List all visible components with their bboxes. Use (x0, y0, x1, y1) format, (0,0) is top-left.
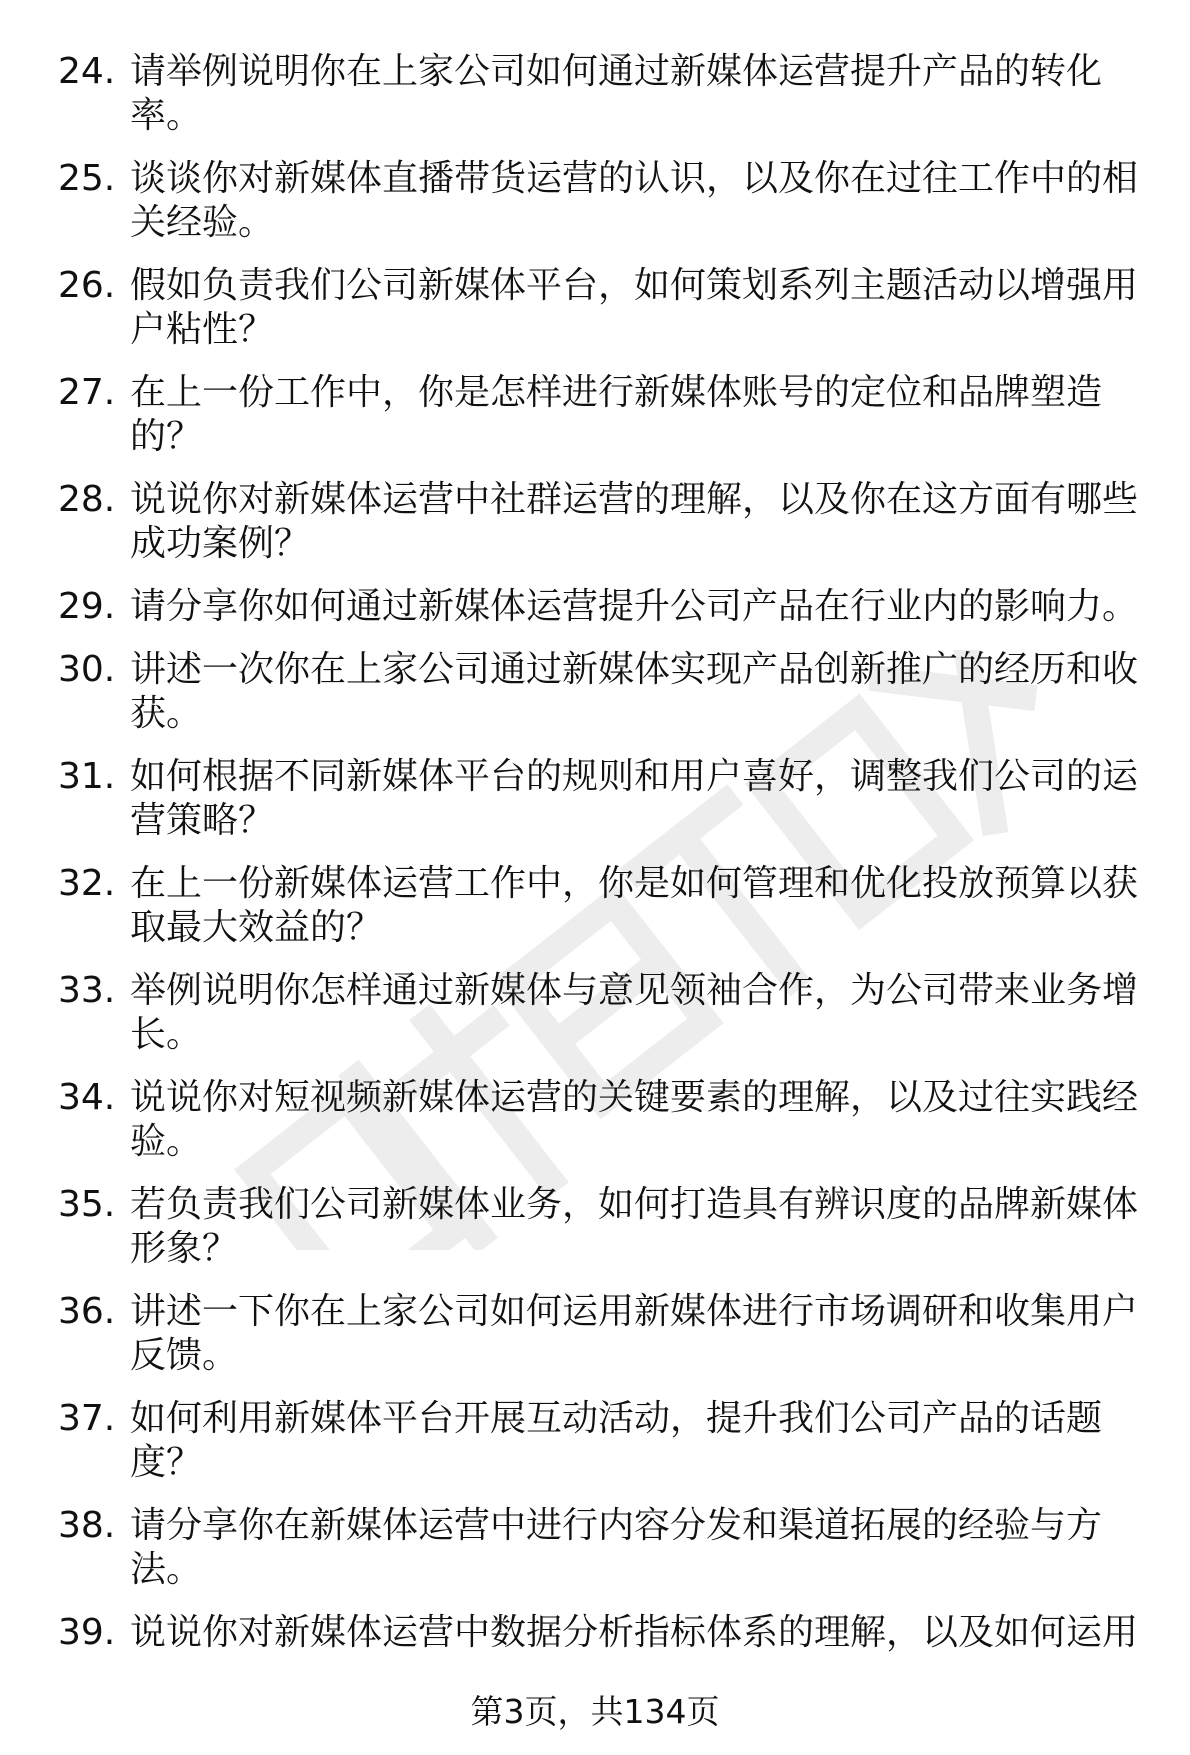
question-number: 37. (58, 1398, 116, 1439)
list-item (0, 1183, 1190, 1271)
question-text: 请分享你在新媒体运营中进行内容分发和渠道拓展的经验与方法。 (130, 1505, 1103, 1590)
list-item (0, 648, 1190, 736)
question-text: 在上一份工作中，你是怎样进行新媒体账号的定位和品牌塑造的？ (130, 372, 1103, 457)
question-text: 讲述一次你在上家公司通过新媒体实现产品创新推广的经历和收获。 (130, 649, 1139, 734)
question-text: 说说你对新媒体运营中数据分析指标体系的理解，以及如何运用 (130, 1612, 1139, 1653)
question-number: 36. (58, 1291, 116, 1332)
question-number: 26. (58, 265, 116, 306)
list-item (0, 1611, 1190, 1655)
question-text: 假如负责我们公司新媒体平台，如何策划系列主题活动以增强用户粘性？ (130, 265, 1139, 350)
question-text: 说说你对新媒体运营中社群运营的理解，以及你在这方面有哪些成功案例？ (130, 479, 1139, 564)
question-text: 说说你对短视频新媒体运营的关键要素的理解，以及过往实践经验。 (130, 1077, 1139, 1162)
question-number: 24. (58, 51, 116, 92)
question-number: 31. (58, 756, 116, 797)
question-number: 25. (58, 158, 116, 199)
question-number: 39. (58, 1612, 116, 1653)
list-item (0, 478, 1190, 566)
question-text: 如何利用新媒体平台开展互动活动，提升我们公司产品的话题度？ (130, 1398, 1103, 1483)
question-text: 若负责我们公司新媒体业务，如何打造具有辨识度的品牌新媒体形象？ (130, 1184, 1139, 1269)
question-number: 27. (58, 372, 116, 413)
question-list (0, 50, 1190, 1674)
question-number: 32. (58, 863, 116, 904)
list-item (0, 157, 1190, 245)
question-text: 举例说明你怎样通过新媒体与意见领袖合作，为公司带来业务增长。 (130, 970, 1139, 1055)
list-item (0, 585, 1190, 629)
question-number: 28. (58, 479, 116, 520)
question-text: 请举例说明你在上家公司如何通过新媒体运营提升产品的转化率。 (130, 51, 1103, 136)
page-number-label: 第3页，共134页 (470, 1692, 720, 1731)
question-text: 谈谈你对新媒体直播带货运营的认识，以及你在过往工作中的相关经验。 (130, 158, 1139, 243)
list-item (0, 50, 1190, 138)
list-item (0, 862, 1190, 950)
question-number: 34. (58, 1077, 116, 1118)
question-text: 在上一份新媒体运营工作中，你是如何管理和优化投放预算以获取最大效益的？ (130, 863, 1139, 948)
page-footer (0, 1692, 1190, 1732)
question-number: 38. (58, 1505, 116, 1546)
list-item (0, 264, 1190, 352)
question-number: 30. (58, 649, 116, 690)
question-number: 29. (58, 586, 116, 627)
list-item (0, 371, 1190, 459)
list-item (0, 1290, 1190, 1378)
list-item (0, 1504, 1190, 1592)
question-number: 35. (58, 1184, 116, 1225)
question-number: 33. (58, 970, 116, 1011)
question-text: 请分享你如何通过新媒体运营提升公司产品在行业内的影响力。 (130, 586, 1139, 627)
list-item (0, 1076, 1190, 1164)
question-text: 如何根据不同新媒体平台的规则和用户喜好，调整我们公司的运营策略？ (130, 756, 1139, 841)
question-text: 讲述一下你在上家公司如何运用新媒体进行市场调研和收集用户反馈。 (130, 1291, 1139, 1376)
list-item (0, 1397, 1190, 1485)
list-item (0, 755, 1190, 843)
list-item (0, 969, 1190, 1057)
